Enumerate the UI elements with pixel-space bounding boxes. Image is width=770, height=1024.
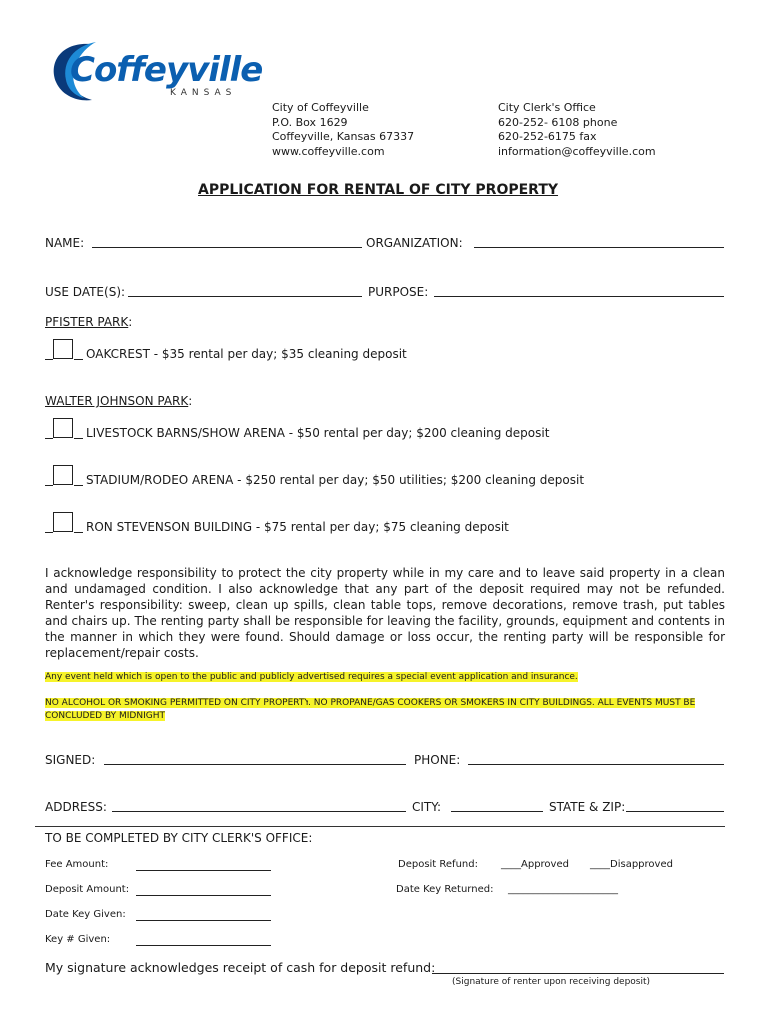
pfister-park-heading-colon: : [128, 315, 133, 329]
name-label: NAME: [45, 236, 85, 250]
oakcrest-blank-right [74, 359, 83, 360]
ron-stevenson-option-label: RON STEVENSON BUILDING - $75 rental per day; $75 cleaning deposit [86, 520, 509, 534]
organization-field[interactable] [474, 247, 724, 248]
receipt-signature-caption: (Signature of renter upon receiving deposit) [452, 977, 651, 987]
approved-option[interactable]: ____Approved [501, 859, 569, 870]
walter-johnson-park-heading-text: WALTER JOHNSON PARK [45, 394, 189, 408]
fee-amount-field[interactable] [136, 870, 271, 871]
signed-label: SIGNED: [45, 753, 96, 767]
purpose-label: PURPOSE: [368, 285, 429, 299]
purpose-field[interactable] [434, 296, 724, 297]
acknowledgement-paragraph: I acknowledge responsibility to protect the city property while in my care and to leave said property in a clean and undamaged condition. I also acknowledge that any part of the deposit required may not be refunded. Renter's responsibility: sweep, clean up spills, clean table tops, remove decorations, remove trash, put tables and chairs up. The renting party shall be responsible for leaving the facility, grounds, equipment and contents in the manner in which they were found. Should damage or loss occur, the renting party will be responsible for replacement/repair costs. [45, 566, 725, 660]
city-label: CITY: [412, 800, 442, 814]
livestock-blank-right [74, 438, 83, 439]
date-key-returned-field[interactable]: ______________________ [508, 884, 618, 895]
date-key-given-label: Date Key Given: [45, 909, 126, 920]
office-name: City Clerk's Office [498, 101, 596, 114]
state-zip-label: STATE & ZIP: [549, 800, 626, 814]
key-number-given-field[interactable] [136, 945, 271, 946]
walter-johnson-park-heading-colon: : [188, 394, 193, 408]
fee-amount-label: Fee Amount: [45, 859, 109, 870]
deposit-refund-label: Deposit Refund: [398, 859, 478, 870]
oakcrest-blank-left [45, 359, 53, 360]
phone-number: 620-252- 6108 phone [498, 115, 618, 129]
email-link[interactable]: information@coffeyville.com [498, 144, 656, 158]
ron-stevenson-checkbox[interactable] [53, 512, 73, 532]
ron-stevenson-blank-right [74, 532, 83, 533]
stadium-option-label: STADIUM/RODEO ARENA - $250 rental per day; $50 utilities; $200 cleaning deposit [86, 473, 585, 487]
deposit-amount-field[interactable] [136, 895, 271, 896]
address-right [498, 101, 656, 159]
stadium-blank-left [45, 485, 53, 486]
phone-field[interactable] [468, 764, 724, 765]
pfister-park-heading [45, 315, 132, 329]
page-title: APPLICATION FOR RENTAL OF CITY PROPERTY [198, 182, 559, 198]
pfister-park-heading-text: PFISTER PARK [45, 315, 129, 329]
phone-label: PHONE: [414, 753, 461, 767]
city-field[interactable] [451, 811, 543, 812]
walter-johnson-park-heading [45, 394, 192, 408]
oakcrest-checkbox[interactable] [53, 339, 73, 359]
ron-stevenson-blank-left [45, 532, 53, 533]
clerk-divider [35, 826, 725, 827]
stadium-checkbox[interactable] [53, 465, 73, 485]
website-link[interactable]: www.coffeyville.com [272, 144, 385, 158]
city-logo [48, 38, 263, 108]
disapproved-option[interactable]: ____Disapproved [590, 859, 673, 870]
use-dates-label: USE DATE(S): [45, 285, 126, 299]
special-event-notice-text: Any event held which is open to the public and publicly advertised requires a special event application and insurance. [45, 672, 578, 682]
alcohol-notice-part2: . NO PROPANE/GAS COOKERS OR SMOKERS IN CITY BUILDINGS. ALL EVENTS MUST BE CONCLUDED BY MIDNIGHT [45, 698, 696, 721]
address-line: City of Coffeyville [272, 101, 369, 114]
address-line: P.O. Box 1629 [272, 115, 348, 129]
date-key-returned-label: Date Key Returned: [396, 884, 494, 895]
livestock-blank-left [45, 438, 53, 439]
date-key-given-field[interactable] [136, 920, 271, 921]
receipt-signature-field[interactable] [432, 973, 724, 974]
use-dates-field[interactable] [128, 296, 362, 297]
signed-field[interactable] [104, 764, 406, 765]
oakcrest-option-label: OAKCREST - $35 rental per day; $35 cleaning deposit [86, 347, 407, 361]
livestock-option-label: LIVESTOCK BARNS/SHOW ARENA - $50 rental per day; $200 cleaning deposit [86, 426, 550, 440]
organization-label: ORGANIZATION: [366, 236, 463, 250]
state-zip-field[interactable] [626, 811, 724, 812]
fax-number: 620-252-6175 fax [498, 130, 597, 143]
address-label: ADDRESS: [45, 800, 107, 814]
logo-state: KANSAS [170, 88, 237, 98]
address-field[interactable] [112, 811, 406, 812]
stadium-blank-right [74, 485, 83, 486]
clerk-section-heading: TO BE COMPLETED BY CITY CLERK'S OFFICE: [45, 831, 313, 845]
deposit-amount-label: Deposit Amount: [45, 884, 130, 895]
alcohol-notice [45, 697, 730, 723]
name-field[interactable] [92, 247, 362, 248]
receipt-statement: My signature acknowledges receipt of cash for deposit refund: [45, 960, 436, 975]
special-event-notice [45, 672, 578, 682]
livestock-checkbox[interactable] [53, 418, 73, 438]
address-left [272, 101, 414, 159]
key-number-given-label: Key # Given: [45, 934, 111, 945]
address-line: Coffeyville, Kansas 67337 [272, 130, 415, 143]
alcohol-notice-part1: NO ALCOHOL OR SMOKING PERMITTED ON CITY PROPERTY [45, 698, 309, 708]
logo-wordmark: Coffeyville [70, 50, 263, 90]
